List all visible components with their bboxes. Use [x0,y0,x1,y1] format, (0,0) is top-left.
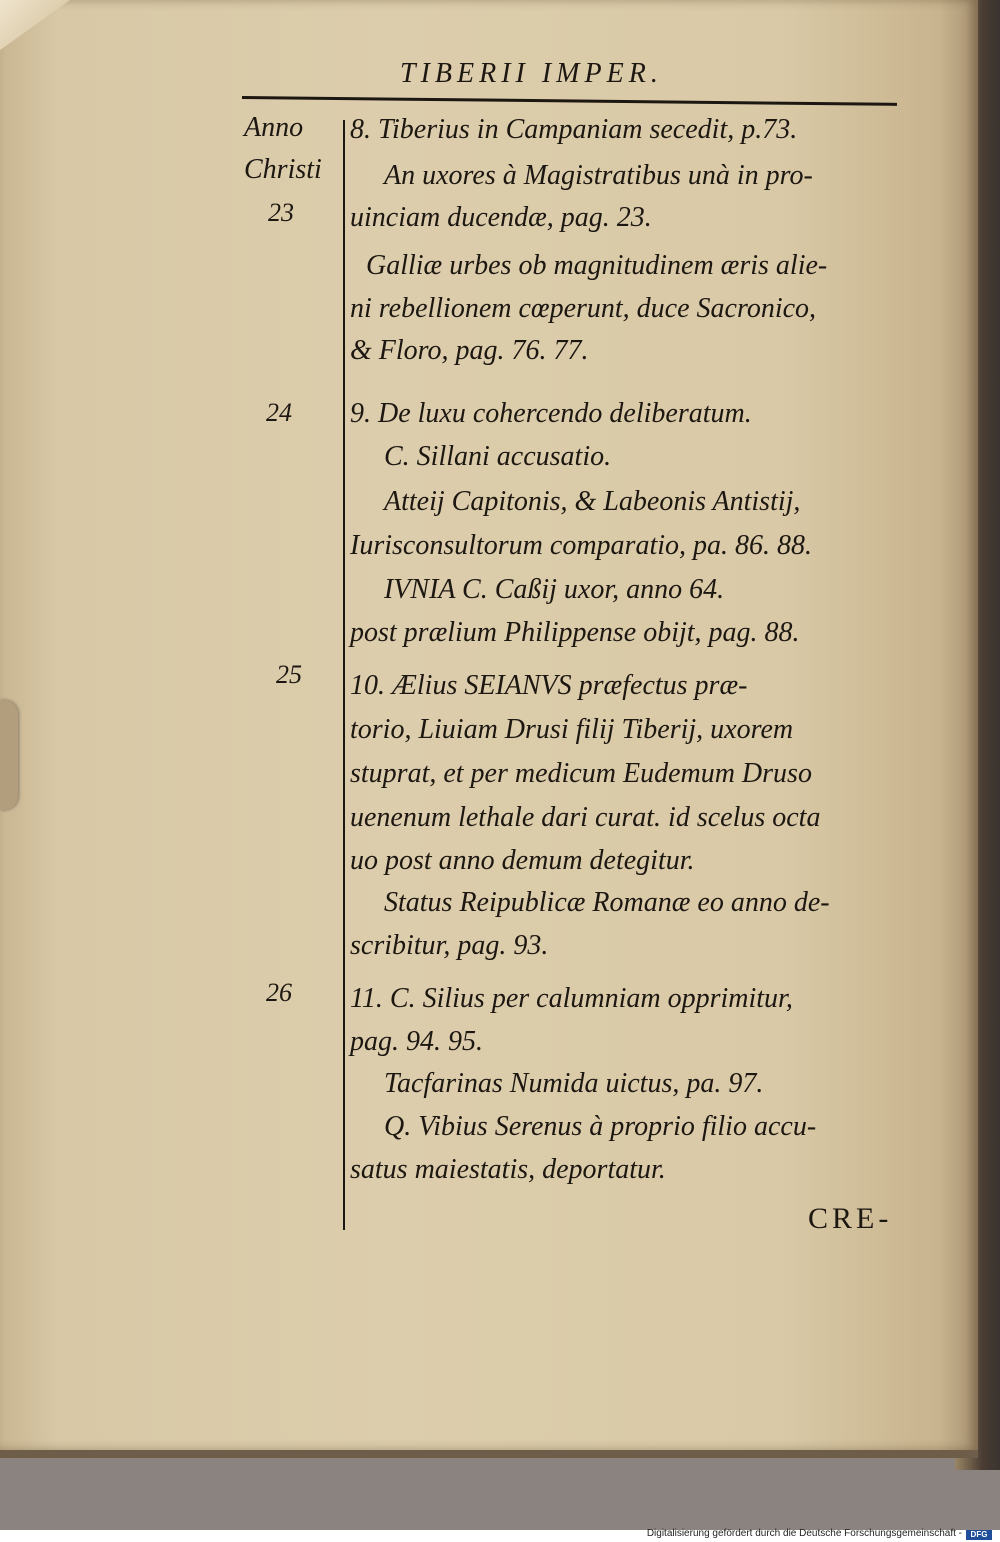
text-line: 11. C. Silius per calumniam opprimitur, [350,983,793,1014]
text-line: scribitur, pag. 93. [350,930,549,961]
text-line: stuprat, et per medicum Eudemum Druso [350,758,812,789]
text-line: IVNIA C. Caßij uxor, anno 64. [384,574,725,605]
margin-year: 25 [276,660,302,689]
column-rule [343,120,345,1230]
margin-christi: Christi [244,154,322,185]
text-line: C. Sillani accusatio. [384,441,612,472]
text-line: Q. Vibius Serenus à proprio filio accu- [384,1111,817,1142]
text-line: 8. Tiberius in Campaniam secedit, p.73. [350,114,798,145]
margin-year: 24 [266,398,292,427]
text-line: Galliæ urbes ob magnitudinem æris alie- [366,250,828,281]
text-line: 9. De luxu cohercendo deliberatum. [350,398,752,429]
text-line: torio, Liuiam Drusi filij Tiberij, uxorem [350,714,794,745]
text-line: Status Reipublicæ Romanæ eo anno de- [384,887,830,918]
text-line: Iurisconsultorum comparatio, pa. 86. 88. [350,530,812,561]
footer-credit: Digitalisierung gefördert durch die Deutsche Forschungsgemeinschaft - [646,1528,962,1539]
text-line: 10. Ælius SEIANVS præfectus præ- [350,670,748,701]
top-rule [242,96,897,106]
folded-corner [0,0,70,50]
text-line: uinciam ducendæ, pag. 23. [350,202,652,233]
dfg-logo: DFG [966,1530,992,1540]
text-line: ni rebellionem cœperunt, duce Sacronico, [350,293,817,324]
page-tab [0,700,18,810]
text-line: satus maiestatis, deportatur. [350,1154,666,1185]
text-line: pag. 94. 95. [350,1026,483,1057]
text-line: & Floro, pag. 76. 77. [350,335,589,366]
text-line: An uxores à Magistratibus unà in pro- [384,160,813,191]
running-head: TIBERII IMPER. [400,58,663,89]
margin-year: 23 [268,198,294,227]
text-line: uenenum lethale dari curat. id scelus octa [350,802,821,833]
text-line: Tacfarinas Numida uictus, pa. 97. [384,1068,764,1099]
catchword: CRE- [808,1202,893,1235]
margin-anno: Anno [244,112,304,143]
margin-year: 26 [266,978,292,1007]
text-line: uo post anno demum detegitur. [350,845,695,876]
text-line: Atteij Capitonis, & Labeonis Antistij, [384,486,801,517]
text-line: post prælium Philippense obijt, pag. 88. [350,617,800,648]
